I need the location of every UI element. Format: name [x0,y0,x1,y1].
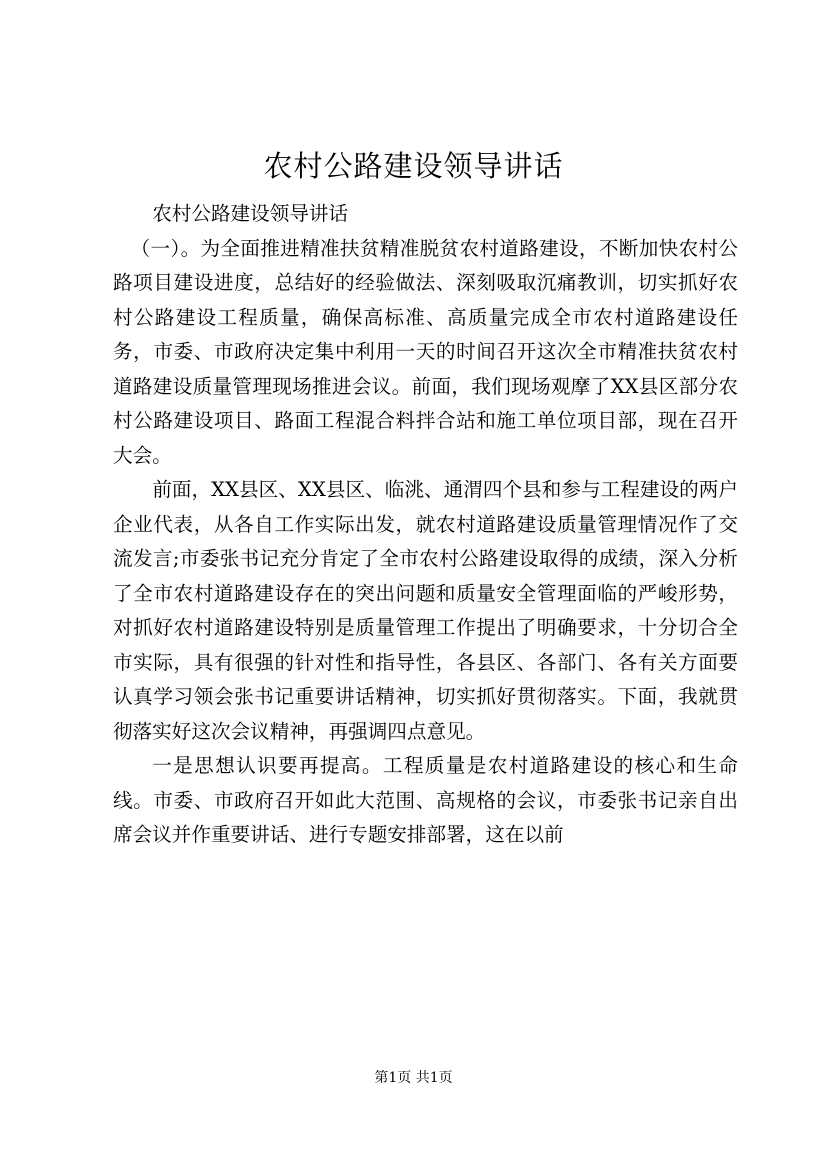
document-title: 农村公路建设领导讲话 [263,149,564,183]
paragraph-2: 前面，XX县区、XX县区、临洮、通渭四个县和参与工程建设的两户企业代表，从各自工作实际出发，就农村道路建设质量管理情况作了交流发言;市委张书记充分肯定了全市农村公路建设取得的成绩，深入分析了全市农村道路建设存在的突出问题和质量安全管理面临的严峻形势，对抓好农村道路建设特别是质量管理工作提出了明确要求，十分切合全市实际，具有很强的针对性和指导性，各县区、各部门、各有关方面要认真学习领会张书记重要讲话精神，切实抓好贯彻落实。下面，我就贯彻落实好这次会议精神，再强调四点意见。 [113,478,738,743]
subtitle-line: 农村公路建设领导讲话 [152,202,349,225]
paragraph-1: （一）。为全面推进精准扶贫精准脱贫农村道路建设，不断加快农村公路项目建设进度，总结好的经验做法、深刻吸取沉痛教训，切实抓好农村公路建设工程质量，确保高标准、高质量完成全市农村道路建设任务，市委、市政府决定集中利用一天的时间召开这次全市精准扶贫农村道路建设质量管理现场推进会议。前面，我们现场观摩了XX县区部分农村公路建设项目、路面工程混合料拌合站和施工单位项目部，现在召开大会。 [113,236,738,467]
paragraph-3: 一是思想认识要再提高。工程质量是农村道路建设的核心和生命线。市委、市政府召开如此大范围、高规格的会议，市委张书记亲自出席会议并作重要讲话、进行专题安排部署，这在以前 [113,754,738,846]
page-footer: 第1页 共1页 [374,1070,453,1086]
document-body [113,197,738,853]
